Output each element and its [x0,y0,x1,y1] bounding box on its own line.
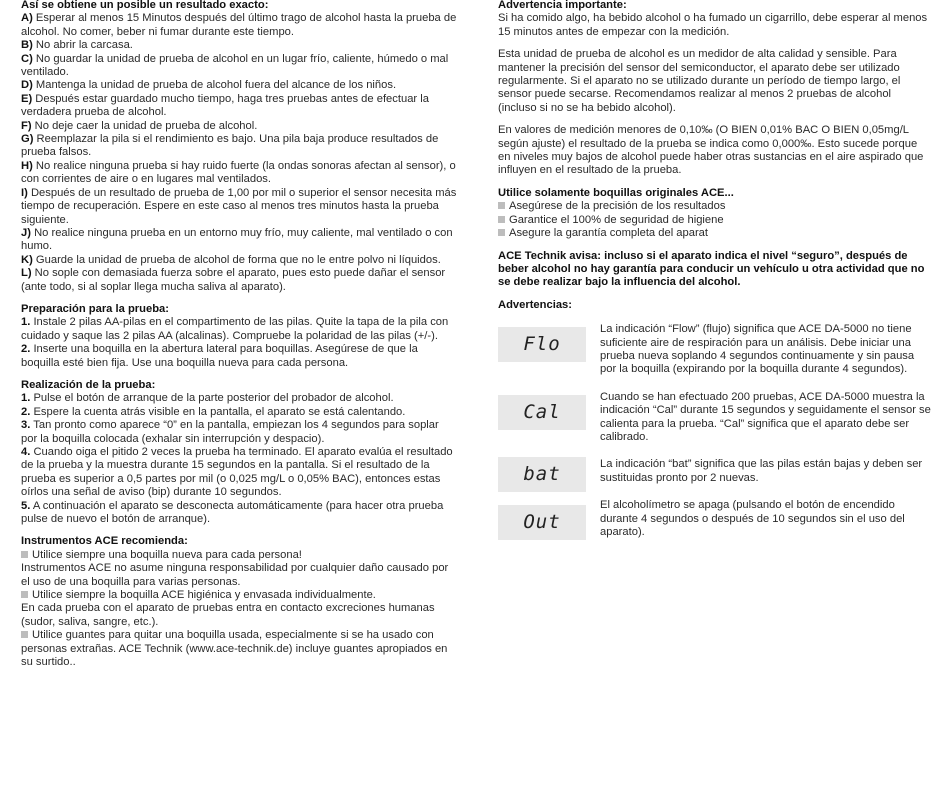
lcd-row-out [498,499,932,539]
prep-list [21,316,457,370]
lcd-description: Cuando se han efectuado 200 pruebas, ACE DA-5000 muestra la indicación “Cal” durante 15 segundos y seguidamente el sensor se calienta para la prueba. “Cal” significa que el aparato debe ser calibrado. [600,390,931,443]
rules-list [21,12,457,294]
heading-important-warning: Advertencia importante: [498,0,627,11]
rule-item: A) Esperar al menos 15 Minutos después del último trago de alcohol hasta la prueba de alcohol. No comer, beber ni fumar durante este tiempo. [21,12,457,38]
steps-list [21,392,457,526]
ace-warning: ACE Technik avisa: incluso si el aparato indica el nivel “seguro”, después de beber alcohol no hay garantía para conducir un vehículo u otra actividad que no se debe realizar bajo la influencia del alcohol. [498,249,925,289]
rule-item: J) No realice ninguna prueba en un entorno muy frío, muy caliente, mal ventilado o con humo. [21,226,453,253]
recommend-bullet: Utilice guantes para quitar una boquilla usada, especialmente si se ha usado con personas extrañas. ACE Technik (www.ace-technik.de) incluye guantes apropiados en su surtido.. [21,629,448,669]
heading-preparation: Preparación para la prueba: [21,302,169,315]
heading-warnings: Advertencias: [498,298,572,311]
step-item: 4. Cuando oiga el pitido 2 veces la prueba ha terminado. El aparato evalúa el resultado de la prueba y la muestra durante 15 segundos en la pantalla. Si el resultado de la prueba es superior a 0,5 partes por mil (o 0,025 mg/L o 0,05% BAC), entonces estas oírlos una señal de aviso (bip) durante 10 segundos. [21,446,453,499]
recommend-bullet: Utilice siempre la boquilla ACE higiénica y envasada individualmente. [21,589,457,602]
rule-item: E) Después estar guardado mucho tiempo, haga tres pruebas antes de efectuar la verdadera prueba de alcohol. [21,92,429,119]
rule-item: L) No sople con demasiada fuerza sobre el aparato, pues esto puede dañar el sensor (ante todo, si al soplar llega mucha saliva al aparato). [21,267,446,293]
square-bullet-icon [498,229,505,236]
lcd-row-flo [498,323,932,377]
step-item: 5. A continuación el aparato se desconecta automáticamente (para hacer otra prueba pulse de nuevo el botón de arranque). [21,499,444,526]
lcd-display: bat [498,457,586,492]
rule-item: I) Después de un resultado de prueba de 1,00 por mil o superior el sensor necesita más tiempo de recuperación. Espere en este caso al menos tres minutos hasta la prueba siguiente. [21,186,457,226]
lcd-description: La indicación “bat” significa que las pilas están bajas y deben ser sustituidas pronto por 2 nuevas. [600,458,923,484]
recommend-text: En cada prueba con el aparato de pruebas entra en contacto excreciones humanas (sudor, saliva, sangre, etc.). [21,602,435,628]
mouthpiece-bullet: Asegúrese de la precisión de los resultados [498,200,932,213]
rule-item: B) No abrir la carcasa. [21,39,133,52]
rule-item: D) Mantenga la unidad de prueba de alcohol fuera del alcance de los niños. [21,79,397,92]
rule-item: G) Reemplazar la pila si el rendimiento es bajo. Una pila baja produce resultados de prueba falsos. [21,133,439,159]
recommend-text: Instrumentos ACE no asume ninguna responsabilidad por cualquier daño causado por el uso de una boquilla para varias personas. [21,562,449,588]
heading-test-procedure: Realización de la prueba: [21,378,156,391]
mouthpiece-bullet: Garantice el 100% de seguridad de higiene [498,214,932,227]
square-bullet-icon [498,216,505,223]
step-item: 3. Tan pronto como aparece “0” en la pantalla, empiezan los 4 segundos para soplar por la boquilla colocada (exhalar sin interrupción y despacio). [21,419,439,445]
square-bullet-icon [21,631,28,638]
rule-item: K) Guarde la unidad de prueba de alcohol de forma que no le entre polvo ni líquidos. [21,253,441,266]
lcd-display: Out [498,505,586,540]
lcd-display: Cal [498,395,586,430]
lcd-description: El alcoholímetro se apaga (pulsando el botón de encendido durante 4 segundos o después de 10 segundos sin el uso del aparato). [600,499,905,539]
paragraph-low-values: En valores de medición menores de 0,10‰ (O BIEN 0,01% BAC O BIEN 0,05mg/L según ajuste) el resultado de la prueba se indica como 0,000‰. Esto sucede porque en niveles muy bajos de alcohol puede haber otras sustancias en el aire aspirado que influyen en el resultado de la prueba. [498,124,924,177]
rule-item: C) No guardar la unidad de prueba de alcohol en un lugar frío, caliente, húmedo o mal ventilado. [21,52,449,79]
rule-item: H) No realice ninguna prueba si hay ruido fuerte (la ondas sonoras afectan al sensor), o con corrientes de aire o en lugares mal ventilados. [21,159,456,186]
lcd-row-cal [498,391,932,445]
rule-item: F) No deje caer la unidad de prueba de alcohol. [21,119,258,132]
step-item: 2. Espere la cuenta atrás visible en la pantalla, el aparato se está calentando. [21,405,406,418]
lcd-display: Flo [498,327,586,362]
left-column [21,0,457,670]
recommend-list [21,549,457,670]
heading-original-mouthpieces: Utilice solamente boquillas originales ACE... [498,186,734,199]
step-item: 1. Pulse el botón de arranque de la parte posterior del probador de alcohol. [21,392,394,405]
right-column [498,0,932,540]
square-bullet-icon [21,551,28,558]
heading-ace-recommends: Instrumentos ACE recomienda: [21,535,188,548]
mouthpiece-bullet: Asegure la garantía completa del aparat [498,227,932,240]
lcd-description: La indicación “Flow” (flujo) significa que ACE DA-5000 no tiene suficiente aire de respiración para un análisis. Debe iniciar una prueba nueva soplando 4 segundos continuamente y sin pausa por la boquilla (expirando por la boquilla durante 4 segundos). [600,323,915,376]
square-bullet-icon [498,202,505,209]
prep-item: 2. Inserte una boquilla en la abertura lateral para boquillas. Asegúrese de que la boquilla esté bien fija. Use una boquilla nueva para cada persona. [21,343,418,369]
heading-exact-result: Así se obtiene un posible un resultado exacto: [21,0,269,11]
prep-item: 1. Instale 2 pilas AA-pilas en el compartimento de las pilas. Quite la tapa de la pila con cuidado y saque las 2 pilas AA (alcalinas). Compruebe la polaridad de las pilas (+/-). [21,316,449,342]
square-bullet-icon [21,591,28,598]
lcd-row-bat [498,458,932,494]
paragraph-sensor: Esta unidad de prueba de alcohol es un medidor de alta calidad y sensible. Para mantener la precisión del sensor del semiconductor, el aparato debe ser utilizado regularmente. Si el aparato no se utilizado durante un período de tiempo largo, el sensor puede secarse. Recomendamos realizar al menos 2 pruebas de alcohol (incluso si no se ha bebido alcohol). [498,48,901,114]
paragraph-wait: Si ha comido algo, ha bebido alcohol o ha fumado un cigarrillo, debe esperar al menos 15 minutos antes de empezar con la medición. [498,12,928,38]
recommend-bullet: Utilice siempre una boquilla nueva para cada persona! [21,549,457,562]
